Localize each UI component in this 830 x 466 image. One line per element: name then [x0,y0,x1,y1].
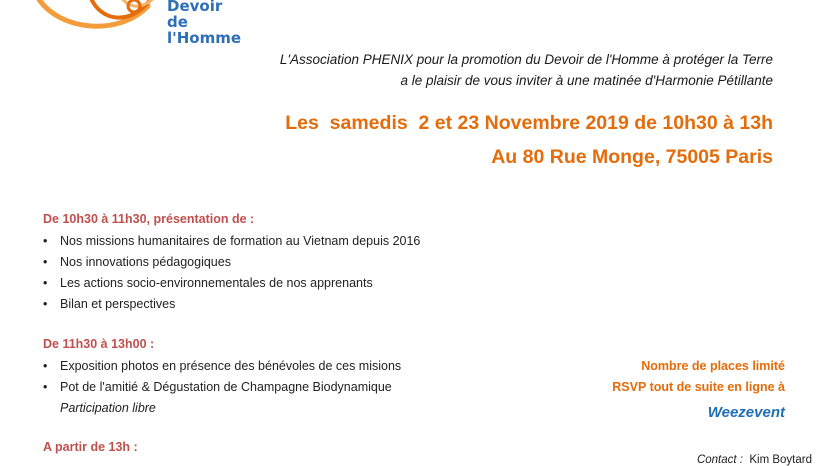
bullet-icon: • [43,255,48,269]
list-item [43,356,401,377]
bullet-icon: • [43,276,48,290]
list-item [43,273,420,294]
intro-text [280,49,773,91]
section-1-list [43,231,420,315]
participation-note: Participation libre [60,401,156,415]
logo-line-2: l'Homme [167,29,242,47]
logo-text [167,0,241,46]
list-item [43,294,420,315]
bullet-icon: • [43,359,48,373]
rsvp-line-1: Nombre de places limité [641,359,785,373]
intro-line-2: a le plaisir de vous inviter à une matinée d'Harmonie Pétillante [400,73,773,88]
section-2-list [43,356,401,398]
event-address: Au 80 Rue Monge, 75005 Paris [491,146,773,168]
list-item-text: Nos innovations pédagogiques [60,255,231,269]
section-1-title: De 10h30 à 11h30, présentation de : [43,212,255,226]
bullet-icon: • [43,234,48,248]
bullet-icon: • [43,380,48,394]
list-item [43,377,401,398]
rsvp-block [612,356,785,398]
logo-line-1: Devoir de [167,0,223,31]
contact-line [697,454,812,466]
section-3-title: A partir de 13h : [43,440,138,454]
event-date: Les samedis 2 et 23 Novembre 2019 de 10h30 à 13h [285,112,773,134]
list-item-text: Nos missions humanitaires de formation au Vietnam depuis 2016 [60,234,421,248]
intro-line-1: L'Association PHENIX pour la promotion du Devoir de l'Homme à protéger la Terre [279,52,773,67]
list-item-text: Bilan et perspectives [60,297,176,311]
list-item-text: Les actions socio-environnementales de nos apprenants [60,276,373,290]
section-2-title: De 11h30 à 13h00 : [43,337,155,351]
bullet-icon: • [43,297,48,311]
logo [30,0,242,47]
list-item [43,231,420,252]
rsvp-line-2: RSVP tout de suite en ligne à [612,380,785,394]
list-item-text: Pot de l'amitié & Dégustation de Champagne Biodynamique [60,380,392,394]
list-item [43,252,420,273]
weezevent-link[interactable]: Weezevent [707,404,785,421]
contact-name: Kim Boytard [749,454,812,466]
contact-label: Contact : [696,454,743,466]
list-item-text: Exposition photos en présence des bénévoles de ces misions [60,359,402,373]
phenix-swirl-logo [30,0,170,36]
